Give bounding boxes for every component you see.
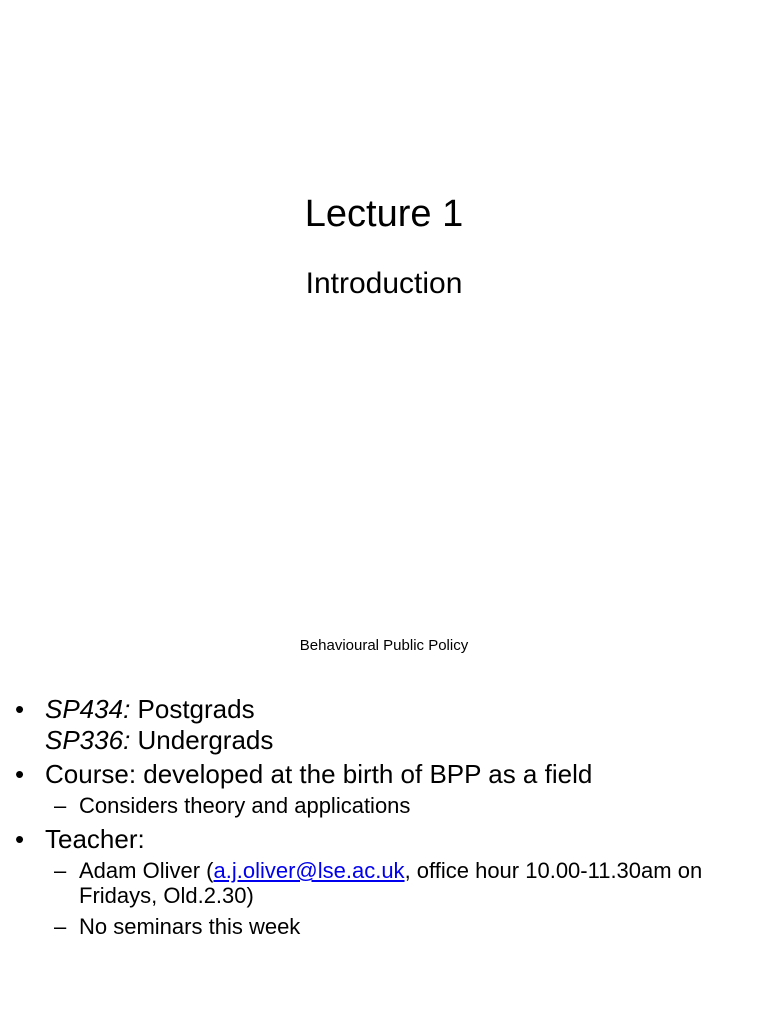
course-code-postgrad-label: Postgrads [130,694,255,724]
bullet-course-codes [0,694,768,756]
course-code-undergrad: SP336: [45,725,131,755]
course-code-line-2 [45,725,768,756]
slide-subtitle: Introduction [305,267,463,300]
slide-title: Lecture 1 [304,193,464,235]
sub-bullet-theory-text: Considers theory and applications [79,793,411,818]
bullet-course [0,759,768,790]
course-code-undergrad-label: Undergrads [130,725,274,755]
email-link[interactable]: a.j.oliver@lse.ac.uk [213,858,405,883]
teacher-name-prefix: Adam Oliver ( [79,858,214,883]
bullet-teacher [0,824,768,855]
dash-glyph: – [54,793,67,818]
sub-bullet-no-seminars [0,914,768,939]
bullet-glyph: • [15,759,25,789]
bullet-glyph: • [15,824,25,854]
dash-glyph: – [54,858,67,883]
sub-bullet-teacher-contact [0,858,768,908]
sub-bullet-theory [0,793,768,818]
bullet-list [0,694,768,945]
bullet-glyph: • [15,694,25,724]
bullet-course-text: Course: developed at the birth of BPP as a field [45,759,593,789]
course-code-line-1 [45,694,768,725]
bullet-teacher-text: Teacher: [45,824,145,854]
dash-glyph: – [54,914,67,939]
course-code-postgrad: SP434: [45,694,131,724]
sub-bullet-no-seminars-text: No seminars this week [79,914,301,939]
teacher-contact-suffix: , office hour 10.00-11.30am on Fridays, Old.2.30) [79,858,703,908]
slide-footer: Behavioural Public Policy [299,637,469,654]
